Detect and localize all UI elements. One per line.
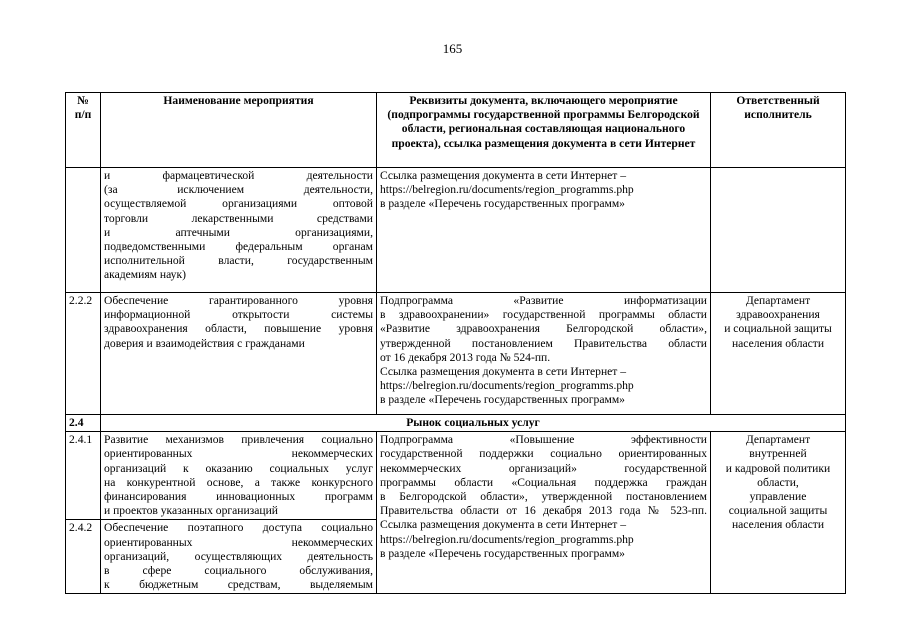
text-line: социальной защиты bbox=[728, 504, 828, 518]
text-line: в разделе «Перечень государственных программ» bbox=[380, 393, 625, 407]
page-number: 165 bbox=[442, 41, 463, 56]
text-line: доверия и взаимодействия с гражданами bbox=[104, 336, 305, 350]
text-line: и проектов указанных организаций bbox=[104, 504, 279, 518]
text-line: Обеспечение поэтапного доступа социально bbox=[104, 521, 373, 535]
text-line: организаций к оказанию социальных услуг bbox=[104, 461, 373, 475]
text-line: управление bbox=[749, 490, 807, 504]
section-title: Рынок социальных услуг bbox=[101, 415, 846, 432]
text-line: утвержденной постановлением Правительства области bbox=[380, 336, 707, 350]
text-line: «Развитие здравоохранения Белгородской области», bbox=[380, 322, 707, 336]
text-line: Правительства области от 16 декабря 2013 года № 523-пп. bbox=[380, 504, 707, 518]
row-num: 2.4.1 bbox=[66, 432, 101, 520]
header-requisites: Реквизиты документа, включающего мероприятие (подпрограммы государственной программы Белгородской области, региональная составляющая национального проекта), ссылка размещения документа в сети Интернет bbox=[377, 93, 711, 168]
text-line: к бюджетным средствам, выделяемым bbox=[104, 578, 373, 592]
text-line: ориентированных некоммерческих bbox=[104, 447, 373, 461]
row-num: 2.2.2 bbox=[66, 293, 101, 415]
row-num: 2.4.2 bbox=[66, 520, 101, 594]
header-num: № п/п bbox=[66, 93, 101, 168]
text-line: Подпрограмма «Развитие информатизации bbox=[380, 294, 707, 307]
text-line: здравоохранения области, повышение уровня bbox=[104, 322, 373, 336]
text-line: программы области «Социальная поддержка граждан bbox=[380, 475, 707, 489]
table-section-row bbox=[66, 415, 846, 432]
row-requisites-shared bbox=[377, 432, 711, 594]
text-line: финансирования инновационных программ bbox=[104, 490, 373, 504]
text-line: подведомственными федеральным органам bbox=[104, 240, 373, 254]
section-num: 2.4 bbox=[66, 415, 101, 432]
header-executor: Ответственный исполнитель bbox=[711, 93, 846, 168]
text-line: академиям наук) bbox=[104, 268, 186, 282]
text-line: в Белгородской области», утвержденной постановлением bbox=[380, 490, 707, 504]
text-line: Обеспечение гарантированного уровня bbox=[104, 294, 373, 307]
text-line: в разделе «Перечень государственных программ» bbox=[380, 197, 625, 211]
text-line: и фармацевтической деятельности bbox=[104, 169, 373, 182]
text-line: Развитие механизмов привлечения социально bbox=[104, 433, 373, 447]
row-executor bbox=[711, 293, 846, 415]
text-line: на конкурентной основе, а также конкурсного bbox=[104, 475, 373, 489]
row-executor bbox=[711, 168, 846, 293]
text-line: населения области bbox=[731, 518, 825, 532]
text-line: Ссылка размещения документа в сети Интернет – bbox=[380, 518, 627, 532]
text-line: Подпрограмма «Повышение эффективности bbox=[380, 433, 707, 447]
url-link[interactable]: https://belregion.ru/documents/region_programms.php bbox=[380, 532, 634, 546]
row-name bbox=[101, 432, 377, 520]
text-line: здравоохранения bbox=[736, 308, 820, 322]
row-executor-shared bbox=[711, 432, 846, 594]
text-line: Ссылка размещения документа в сети Интернет – bbox=[380, 365, 627, 379]
text-line: исполнительной власти, государственным bbox=[104, 254, 373, 268]
text-line: и социальной защиты bbox=[724, 322, 832, 336]
row-name bbox=[101, 520, 377, 594]
text-line: торговли лекарственными средствами bbox=[104, 211, 373, 225]
text-line: в разделе «Перечень государственных программ» bbox=[380, 546, 625, 560]
text-line: и аптечными организациями, bbox=[104, 225, 373, 239]
row-name bbox=[101, 168, 377, 293]
measures-table bbox=[65, 92, 846, 594]
row-requisites bbox=[377, 293, 711, 415]
text-line: Ссылка размещения документа в сети Интернет – bbox=[380, 169, 627, 182]
table-row-2-4-1 bbox=[66, 432, 846, 520]
text-line: осуществляемой организациями оптовой bbox=[104, 197, 373, 211]
text-line: области, bbox=[757, 475, 799, 489]
text-line: населения области bbox=[731, 336, 825, 350]
text-line: и кадровой политики bbox=[725, 461, 831, 475]
text-line: ориентированных некоммерческих bbox=[104, 535, 373, 549]
text-line: в сфере социального обслуживания, bbox=[104, 564, 373, 578]
table-header-row bbox=[66, 93, 846, 168]
text-line: некоммерческих организаций» государственной bbox=[380, 461, 707, 475]
text-line: государственной поддержки социально ориентированных bbox=[380, 447, 707, 461]
text-line: организаций, осуществляющих деятельность bbox=[104, 549, 373, 563]
table-row-continuation bbox=[66, 168, 846, 293]
url-link[interactable]: https://belregion.ru/documents/region_programms.php bbox=[380, 183, 634, 197]
row-num bbox=[66, 168, 101, 293]
text-line: внутренней bbox=[749, 447, 807, 461]
table-row-2-2-2 bbox=[66, 293, 846, 415]
row-name bbox=[101, 293, 377, 415]
header-name: Наименование мероприятия bbox=[101, 93, 377, 168]
text-line: в здравоохранении» государственной программы области bbox=[380, 308, 707, 322]
text-line: от 16 декабря 2013 года № 524-пп. bbox=[380, 350, 551, 364]
text-line: Департамент bbox=[745, 433, 811, 447]
url-link[interactable]: https://belregion.ru/documents/region_programms.php bbox=[380, 379, 634, 393]
row-requisites bbox=[377, 168, 711, 293]
text-line: Департамент bbox=[745, 294, 811, 307]
text-line: (за исключением деятельности, bbox=[104, 183, 373, 197]
text-line: информационной открытости системы bbox=[104, 308, 373, 322]
